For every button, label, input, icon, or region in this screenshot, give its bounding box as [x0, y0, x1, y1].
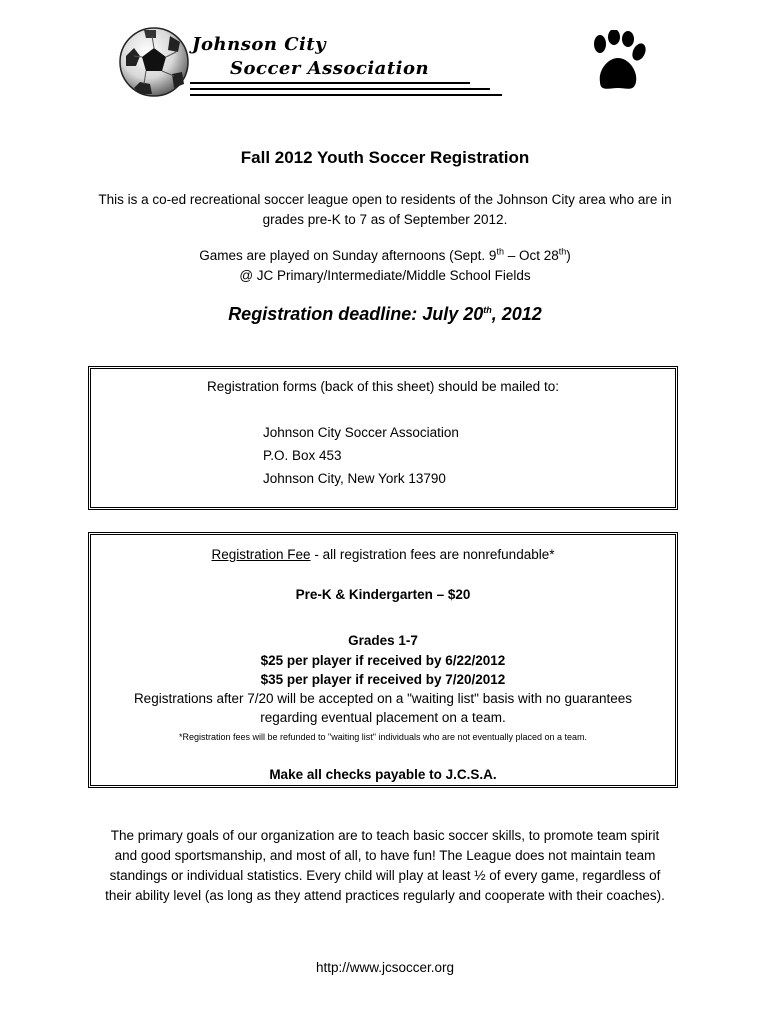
late-fee: $35 per player if received by 7/20/2012	[260, 672, 506, 687]
address-line: P.O. Box 453	[263, 448, 342, 463]
mailing-box	[88, 366, 678, 510]
registration-deadline: Registration deadline: July 20th, 2012	[228, 304, 542, 324]
waiting-list-line: Registrations after 7/20 will be accepted on a "waiting list" basis with no guarantees	[133, 691, 633, 706]
page-title: Fall 2012 Youth Soccer Registration	[240, 148, 530, 167]
intro-line: This is a co-ed recreational soccer league open to residents of the Johnson City area who are in	[98, 192, 672, 207]
mailing-intro: Registration forms (back of this sheet) should be mailed to:	[207, 379, 559, 394]
fees-box	[88, 532, 678, 788]
prek-fee: Pre-K & Kindergarten – $20	[295, 587, 471, 602]
refund-note: *Registration fees will be refunded to "waiting list" individuals who are not eventually placed on a team.	[178, 732, 588, 742]
games-location-line: @ JC Primary/Intermediate/Middle School Fields	[239, 268, 531, 283]
early-fee: $25 per player if received by 6/22/2012	[260, 653, 506, 668]
org-name-line1: Johnson City	[192, 34, 327, 55]
fees-heading: Registration Fee - all registration fees are nonrefundable*	[211, 547, 555, 562]
games-dates-line: Games are played on Sunday afternoons (Sept. 9th – Oct 28th)	[199, 246, 571, 263]
goals-line: and good sportsmanship, and most of all, to have fun! The League does not maintain team	[114, 848, 656, 863]
soccer-ball-icon	[118, 26, 190, 98]
header-rule-1	[190, 82, 470, 84]
website-url[interactable]: http://www.jcsoccer.org	[315, 960, 455, 975]
intro-line: grades pre-K to 7 as of September 2012.	[262, 212, 508, 227]
header-rule-2	[190, 88, 490, 90]
fees-heading-link: Registration Fee	[211, 547, 311, 562]
address-line: Johnson City Soccer Association	[263, 425, 459, 440]
paw-print-icon	[588, 30, 648, 94]
grades-title: Grades 1-7	[348, 633, 418, 648]
intro-paragraph	[0, 190, 770, 230]
goals-line: standings or individual statistics. Every child will play at least ½ of every game, regardless of	[109, 868, 661, 883]
games-paragraph	[0, 246, 770, 286]
goals-paragraph	[0, 826, 770, 906]
address-line: Johnson City, New York 13790	[263, 471, 446, 486]
org-name-line2: Soccer Association	[230, 58, 430, 79]
goals-line: their ability level (as long as they attend practices regularly and cooperate with their coaches).	[105, 888, 665, 903]
waiting-list-line: regarding eventual placement on a team.	[260, 710, 506, 725]
checks-payable: Make all checks payable to J.C.S.A.	[269, 767, 497, 782]
goals-line: The primary goals of our organization are to teach basic soccer skills, to promote team spirit	[110, 828, 660, 843]
header-rule-3	[190, 94, 502, 96]
header	[118, 26, 658, 106]
